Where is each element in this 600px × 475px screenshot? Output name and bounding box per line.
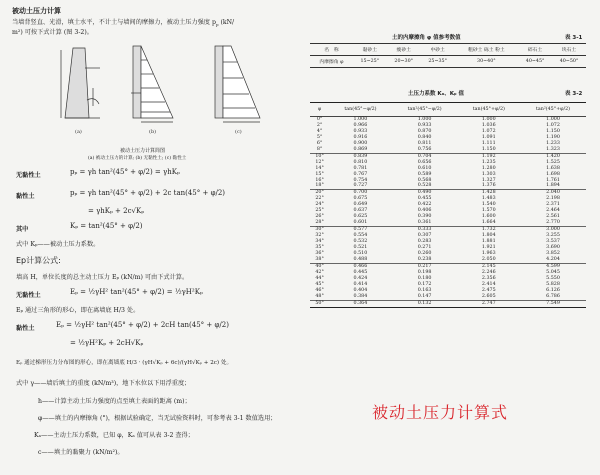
table2-cell: 2.605 [481, 293, 496, 299]
table2-cell: 0.781 [353, 165, 368, 171]
table2-cell: 0.132 [392, 300, 458, 307]
eq3: Kₚ = tan²(45° + φ/2) [70, 222, 143, 230]
table2-cell: 1.000 [481, 117, 496, 122]
table2-cell: 0.649 [353, 202, 368, 208]
table2-cell: 2.145 [458, 263, 520, 269]
table2-angle-cell: 35° [315, 245, 324, 251]
table1-header-cell: 黏砂土 [353, 44, 387, 56]
table2-cell: 0.406 [417, 208, 432, 214]
table2-cell: 5.828 [546, 281, 560, 287]
table2-cell: 1.638 [546, 165, 560, 171]
table1-cell: 25~35° [421, 56, 455, 68]
table2-cell: 2.371 [546, 202, 560, 208]
table2-cell: 1.000 [353, 117, 368, 122]
table2-cell: 0.172 [417, 281, 432, 287]
table2-cell: 0.466 [329, 263, 391, 269]
table2-cell: 0.900 [353, 140, 368, 146]
table1-header-cell: 名 称 [310, 44, 353, 56]
symbol-ka: Kₐ——主动土压力系数，已知 φ，Kₐ 值可从表 3-2 查得； [34, 432, 194, 439]
table2-header-cell: φ [310, 103, 329, 117]
friction-angle-table [310, 43, 586, 68]
table2-angle-cell: 22° [315, 196, 324, 202]
table2-body [310, 117, 586, 308]
table2-angle-cell: 10° [310, 153, 329, 159]
table2-cell: 0.271 [417, 245, 432, 251]
table2-cell: 2.464 [546, 208, 560, 214]
table2-cell: 1.894 [546, 183, 560, 189]
table2-cell: 2.475 [481, 287, 496, 293]
table2-cell: 0.455 [417, 196, 432, 202]
table2-cell: 0.307 [417, 233, 432, 239]
ep-viscous-label: 黏性土 [16, 325, 35, 332]
table2-angle-cell: 26° [315, 214, 324, 220]
red-title: 被动土压力计算式 [372, 403, 509, 422]
table2-cell: 2.198 [546, 196, 560, 202]
table2-cell: 1.761 [546, 177, 560, 183]
table2-cell: 0.260 [417, 250, 432, 256]
table2-angle-cell: 20° [310, 190, 329, 196]
table1-caption: 土的内摩擦角 φ 值参考数值 [392, 35, 461, 41]
ep-viscous-eq-b: = ½γH²Kₚ + 2cH√Kₚ [70, 339, 144, 347]
table1-cell: 30~40° [455, 56, 519, 68]
table2-cell: 0.198 [417, 269, 432, 275]
eq2-label: 黏性土 [16, 193, 35, 200]
table2-cell: 0.727 [353, 183, 368, 189]
table2-cell: 0.488 [353, 256, 368, 262]
table2-cell: 4.204 [546, 256, 560, 262]
table2-cell: 0.916 [353, 134, 368, 140]
table2-cell: 1.233 [546, 140, 560, 146]
eq2b: = γhKₚ + 2c√Kₚ [88, 207, 144, 215]
table2-cell: 0.384 [353, 293, 368, 299]
table2-cell: 0.528 [417, 183, 432, 189]
eq1-label: 无黏性土 [16, 172, 41, 179]
table1-header-row [310, 44, 586, 56]
table2-cell: 0.180 [417, 275, 432, 281]
table2-cell: 1.072 [481, 128, 496, 134]
table2-caption: 土压力系数 Kₐ、Kₚ 值 [408, 91, 465, 97]
table2-cell: 2.770 [546, 220, 560, 226]
table2-header-row [310, 103, 586, 117]
table2-angle-cell: 24° [315, 202, 324, 208]
symbol-gamma: 式中 γ——墙后填土的重度 (kN/m³)，地下水位以下用浮重度； [16, 380, 191, 387]
table2-header-cell: tan(45°−φ/2) [329, 103, 391, 117]
table2-cell: 1.921 [481, 245, 496, 251]
table2-angle-cell: 4° [316, 128, 323, 134]
table2-cell: 1.000 [546, 117, 560, 122]
table2-cell: 1.303 [481, 171, 496, 177]
symbol-c: c——填土的黏聚力 (kN/m²)。 [38, 449, 124, 456]
table2-cell: 3.852 [546, 250, 560, 256]
table2-cell: 0.675 [353, 196, 368, 202]
table2-cell: 5.550 [546, 275, 560, 281]
figure-subcaption: (a) 被动土压力的计算; (b) 无黏性土; (c) 黏性土 [88, 156, 187, 161]
table2-cell: 0.361 [417, 220, 432, 226]
table2-cell: 0.656 [417, 159, 432, 165]
table2-angle-cell: 0° [316, 117, 323, 122]
table2-cell: 0.238 [417, 256, 432, 262]
table2-cell: 1.664 [481, 220, 496, 226]
table2-cell: 5.045 [546, 269, 560, 275]
table2-cell: 2.356 [481, 275, 496, 281]
table2-cell: 0.839 [329, 153, 391, 159]
table2-cell: 4.599 [520, 263, 586, 269]
table1-cell: 20~30° [387, 56, 421, 68]
table1-row-label: 内摩擦角 φ [310, 56, 353, 68]
table2-cell: 0.811 [417, 140, 432, 146]
table2-cell: 1.540 [481, 202, 496, 208]
table2-cell: 0.933 [353, 128, 368, 134]
table2-cell: 0.601 [353, 220, 368, 226]
table2-cell: 0.510 [353, 250, 368, 256]
table2-angle-cell: 45° [315, 281, 324, 287]
intro-line-1: 当墙背竖直、光滑，填土水平，不计土与墙间的摩擦力，被动土压力强度 $p_p$ (kN/ [12, 19, 235, 28]
table2-angle-cell: 25° [315, 208, 324, 214]
eq2a: pₚ = γh tan²(45° + φ/2) + 2c tan(45° + φ/2) [70, 189, 226, 197]
table2-cell: 2.050 [481, 256, 496, 262]
table2-angle-cell: 15° [315, 171, 324, 177]
table2-header-cell: tan²(45°+φ/2) [520, 103, 586, 117]
table2-cell: 1.190 [546, 134, 560, 140]
table2-cell: 1.600 [481, 214, 496, 220]
table2-cell: 0.754 [353, 177, 368, 183]
table2-cell: 1.570 [481, 208, 496, 214]
eq3-label: 其中 [16, 226, 29, 233]
table2-number: 表 3-2 [565, 91, 583, 97]
symbol-phi: φ——填土的内摩擦角 (°)，根据试验确定，当无试验资料时，可参考表 3-1 数值选用； [38, 415, 277, 422]
table2-cell: 3.255 [546, 233, 560, 239]
table2-cell: 1.000 [417, 117, 432, 122]
table2-header-cell: tan²(45°−φ/2) [392, 103, 458, 117]
table2-cell: 0.445 [353, 269, 368, 275]
table2-angle-cell: 28° [315, 220, 324, 226]
table2-cell: 0.810 [353, 159, 368, 165]
table2-cell: 0.424 [353, 275, 368, 281]
table2-cell: 1.280 [481, 165, 496, 171]
table2-angle-cell: 44° [315, 275, 324, 281]
table2-angle-cell: 38° [315, 256, 324, 262]
table2-cell: 0.869 [353, 146, 368, 152]
table1-header-cell: 瘦砂土 [387, 44, 421, 56]
table2-cell: 1.150 [546, 128, 560, 134]
table2-angle-cell: 5° [316, 134, 323, 140]
table2-cell: 0.568 [417, 177, 432, 183]
table2-cell: 1.483 [481, 196, 496, 202]
table2-cell: 0.414 [353, 281, 368, 287]
table2-cell: 0.333 [392, 227, 458, 233]
ep-nonviscous-eq: Eₚ = ½γH² tan²(45° + φ/2) = ½γH²Kₚ [70, 288, 203, 296]
table2-cell: 0.637 [353, 208, 368, 214]
ep-title: Ep计算公式: [16, 256, 61, 265]
table2-angle-cell: 16° [315, 177, 324, 183]
pressure-figure [55, 38, 285, 143]
table2-cell: 1.963 [481, 250, 496, 256]
table2-angle-cell: 46° [315, 287, 324, 293]
table2-angle-cell: 32° [315, 233, 324, 239]
table2-angle-cell: 48° [315, 293, 324, 299]
table2-cell: 0.364 [329, 300, 391, 307]
fig-label-c: (c) [235, 129, 242, 135]
ep-nonviscous-label: 无黏性土 [16, 292, 41, 299]
table2-cell: 0.610 [417, 165, 432, 171]
table1-header-cell: 块石土 [552, 44, 586, 56]
table2-cell: 0.589 [417, 171, 432, 177]
table2-cell: 0.625 [353, 214, 368, 220]
table2-cell: 2.561 [546, 214, 560, 220]
table2-cell: 1.150 [481, 146, 496, 152]
table2-cell: 0.390 [417, 214, 432, 220]
table2-angle-cell: 18° [315, 183, 324, 189]
table2-angle-cell: 36° [315, 250, 324, 256]
table2-cell: 0.767 [353, 171, 368, 177]
table2-cell: 0.490 [392, 190, 458, 196]
ep-note: Eₚ 通过三角形的形心，即在离墙底 H/3 处。 [16, 307, 140, 314]
table2-angle-cell: 34° [315, 239, 324, 245]
table2-cell: 1.111 [481, 140, 496, 146]
table2-cell: 1.525 [546, 159, 560, 165]
table2-cell: 1.420 [520, 153, 586, 159]
table2-cell: 0.147 [417, 293, 432, 299]
fig-label-a: (a) [75, 129, 82, 135]
table2-angle-cell: 14° [315, 165, 324, 171]
table1-cell: 40~45° [518, 56, 552, 68]
table2-cell: 2.246 [481, 269, 496, 275]
table2-cell: 2.414 [481, 281, 496, 287]
table2-cell: 1.235 [481, 159, 496, 165]
table1-header-cell: 碎石土 [518, 44, 552, 56]
table1-number: 表 3-1 [565, 35, 583, 41]
section-heading: 被动土压力计算 [12, 6, 61, 15]
table2-cell: 1.091 [481, 134, 496, 140]
table2-cell: 0.870 [417, 128, 432, 134]
table2-cell: 0.756 [417, 146, 432, 152]
table1-cell: 15~25° [353, 56, 387, 68]
table2-cell: 0.840 [417, 134, 432, 140]
table2-cell: 1.327 [481, 177, 496, 183]
table2-angle-cell: 30° [310, 227, 329, 233]
table2-cell: 2.040 [520, 190, 586, 196]
table2-cell: 2.747 [458, 300, 520, 307]
table1-header-cell: 粗砂土 砾土 粉土 [455, 44, 519, 56]
table2-cell: 1.036 [481, 122, 496, 128]
table1-header-cell: 中砂土 [421, 44, 455, 56]
table2-angle-cell: 2° [316, 122, 323, 128]
table2-cell: 0.217 [392, 263, 458, 269]
where-kp: 式中 Kₚ——被动土压力系数。 [16, 241, 100, 248]
table2-cell: 1.804 [481, 233, 496, 239]
table2-angle-cell: 8° [316, 146, 323, 152]
eq1: pₚ = γh tan²(45° + φ/2) = γhKₚ [70, 168, 180, 176]
table2-cell: 3.000 [520, 227, 586, 233]
table1-value-row [310, 56, 586, 68]
ep-viscous-eq-a: Eₚ = ½γH² tan²(45° + φ/2) + 2cH tan(45° + φ/2) [56, 321, 229, 329]
intro-line-2: m²) 可按下式计算 (图 3-2)。 [12, 29, 93, 36]
fig-label-b: (b) [149, 129, 157, 135]
table2-cell: 1.323 [546, 146, 560, 152]
table2-angle-cell: 6° [316, 140, 323, 146]
table2-cell: 1.428 [458, 190, 520, 196]
table2-cell: 6.786 [546, 293, 560, 299]
table2-cell: 0.521 [353, 245, 368, 251]
table2-row [310, 300, 586, 307]
table2-angle-cell: 12° [315, 159, 324, 165]
table2-cell: 0.966 [353, 122, 368, 128]
symbol-h: h——计算主动土压力强度的点至填土表面的距离 (m)； [38, 398, 191, 405]
table2-cell: 7.549 [520, 300, 586, 307]
table2-angle-cell: 40° [310, 263, 329, 269]
table2-cell: 6.126 [546, 287, 560, 293]
table2-cell: 1.732 [458, 227, 520, 233]
table2-cell: 1.881 [481, 239, 496, 245]
earth-pressure-coefficient-table [310, 102, 586, 308]
table2-cell: 1.376 [481, 183, 496, 189]
ep-trapezoid-note: Eₚ 通过梯形压力分布图的形心，即在离墙底 H/3 · (γH√Kₚ + 6c)/(γH√Kₚ + 2c) 处。 [16, 360, 233, 366]
ep-intro: 墙高 H，单位长度的总主动土压力 Eₚ (kN/m) 可由下式计算。 [16, 274, 189, 281]
table2-cell: 0.163 [417, 287, 432, 293]
table2-cell: 0.704 [392, 153, 458, 159]
table2-cell: 3.690 [546, 245, 560, 251]
table2-cell: 1.192 [458, 153, 520, 159]
table2-cell: 0.933 [417, 122, 432, 128]
table2-cell: 0.283 [417, 239, 432, 245]
table1-cell: 40~50° [552, 56, 586, 68]
table2-angle-cell: 42° [315, 269, 324, 275]
table2-angle-cell: 50° [310, 300, 329, 307]
table2-cell: 3.537 [546, 239, 560, 245]
figure-caption: 被动土压力计算简图 [120, 148, 166, 154]
table2-cell: 0.577 [329, 227, 391, 233]
table2-cell: 0.554 [353, 233, 368, 239]
table2-header-cell: tan(45°+φ/2) [458, 103, 520, 117]
table2-cell: 0.532 [353, 239, 368, 245]
table2-cell: 1.698 [546, 171, 560, 177]
table2-cell: 1.072 [546, 122, 560, 128]
table2-cell: 0.404 [353, 287, 368, 293]
table2-cell: 0.700 [329, 190, 391, 196]
table2-cell: 0.422 [417, 202, 432, 208]
